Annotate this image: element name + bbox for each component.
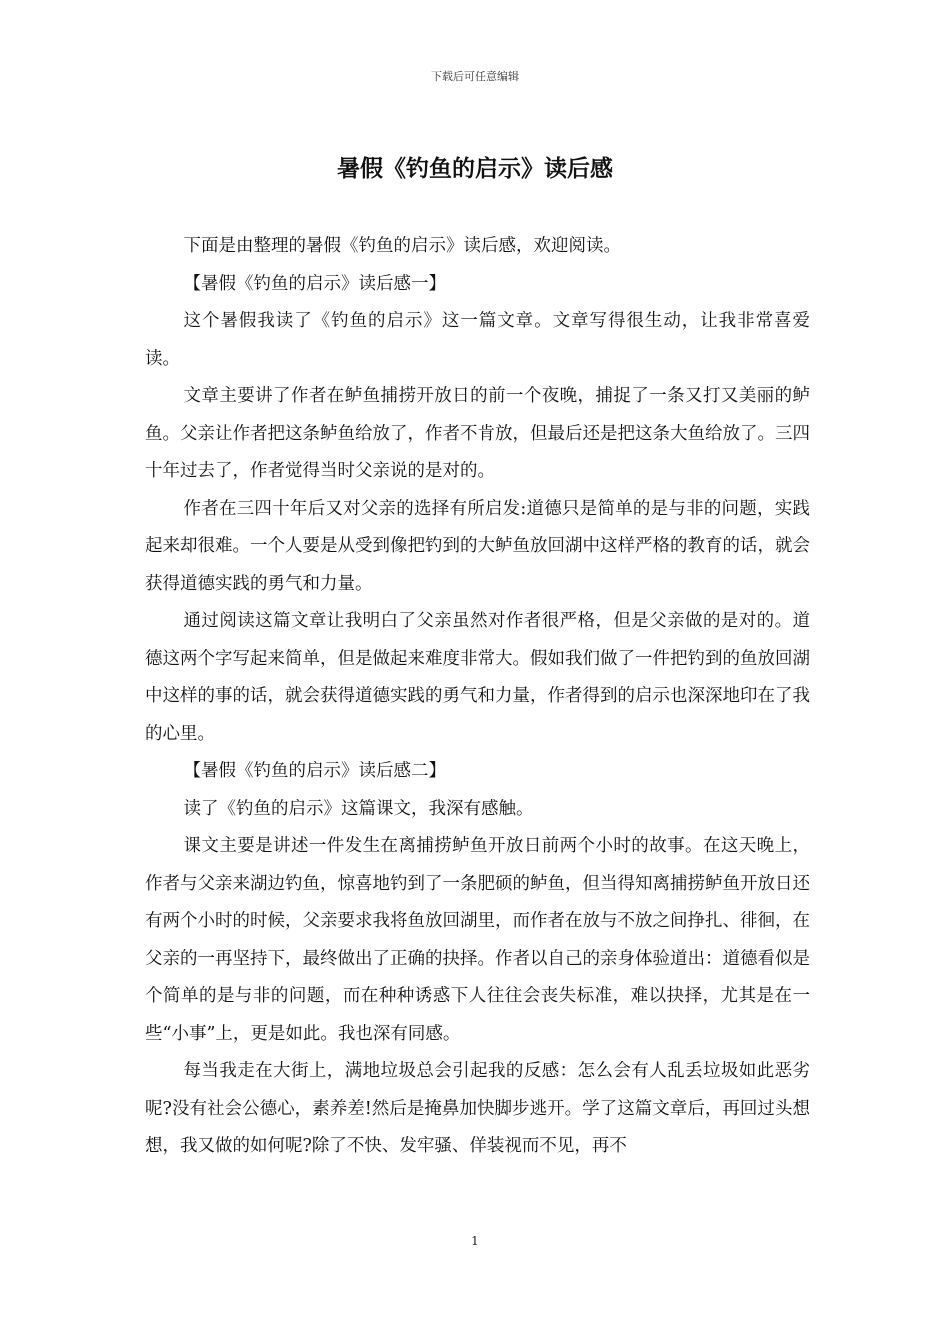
body-paragraph: 读了《钓鱼的启示》这篇课文，我深有感触。 [183,798,534,819]
section-heading-one: 【暑假《钓鱼的启示》读后感一】 [183,273,446,294]
page-number: 1 [471,1234,479,1248]
header-note: 下载后可任意编辑 [431,70,519,83]
body-paragraph: 文章主要讲了作者在鲈鱼捕捞开放日的前一个夜晚，捕捉了一条又打又美丽的鲈鱼。父亲让作者把这条鲈鱼给放了，作者不肯放，但最后还是把这条大鱼给放了。三四十年过去了，作者觉得当时父亲说的是对的。 [145,386,810,481]
body-paragraph: 作者在三四十年后又对父亲的选择有所启发:道德只是简单的是与非的问题，实践起来却很难。一个人要是从受到像把钓到的大鲈鱼放回湖中这样严格的教育的话，就会获得道德实践的勇气和力量。 [145,498,810,594]
intro-paragraph: 下面是由整理的暑假《钓鱼的启示》读后感，欢迎阅读。 [183,236,621,256]
body-paragraph: 课文主要是讲述一件发生在离捕捞鲈鱼开放日前两个小时的故事。在这天晚上，作者与父亲来湖边钓鱼，惊喜地钓到了一条肥硕的鲈鱼，但当得知离捕捞鲈鱼开放日还有两个小时的时候，父亲要求我将鱼放回湖里，而作者在放与不放之间挣扎、徘徊，在父亲的一再坚持下，最终做出了正确的抉择。作者以自己的亲身体验道出：道德看似是个简单的是与非的问题，而在种种诱惑下人往往会丧失标准，难以抉择，尤其是在一些“小事”上，更是如此。我也深有同感。 [145,836,810,1044]
document-title: 暑假《钓鱼的启示》读后感 [337,155,613,182]
body-paragraph: 这个暑假我读了《钓鱼的启示》这一篇文章。文章写得很生动，让我非常喜爱读。 [145,311,810,369]
body-paragraph: 每当我走在大街上，满地垃圾总会引起我的反感：怎么会有人乱丢垃圾如此恶劣呢?没有社会公德心，素养差!然后是掩鼻加快脚步逃开。学了这篇文章后，再回过头想想，我又做的如何呢?除了不快、发牢骚、佯装视而不见，再不 [145,1061,810,1156]
section-heading-two: 【暑假《钓鱼的启示》读后感二】 [183,761,446,781]
body-paragraph: 通过阅读这篇文章让我明白了父亲虽然对作者很严格，但是父亲做的是对的。道德这两个字写起来简单，但是做起来难度非常大。假如我们做了一件把钓到的鱼放回湖中这样的事的话，就会获得道德实践的勇气和力量，作者得到的启示也深深地印在了我的心里。 [145,611,810,744]
document-body [145,228,810,1166]
